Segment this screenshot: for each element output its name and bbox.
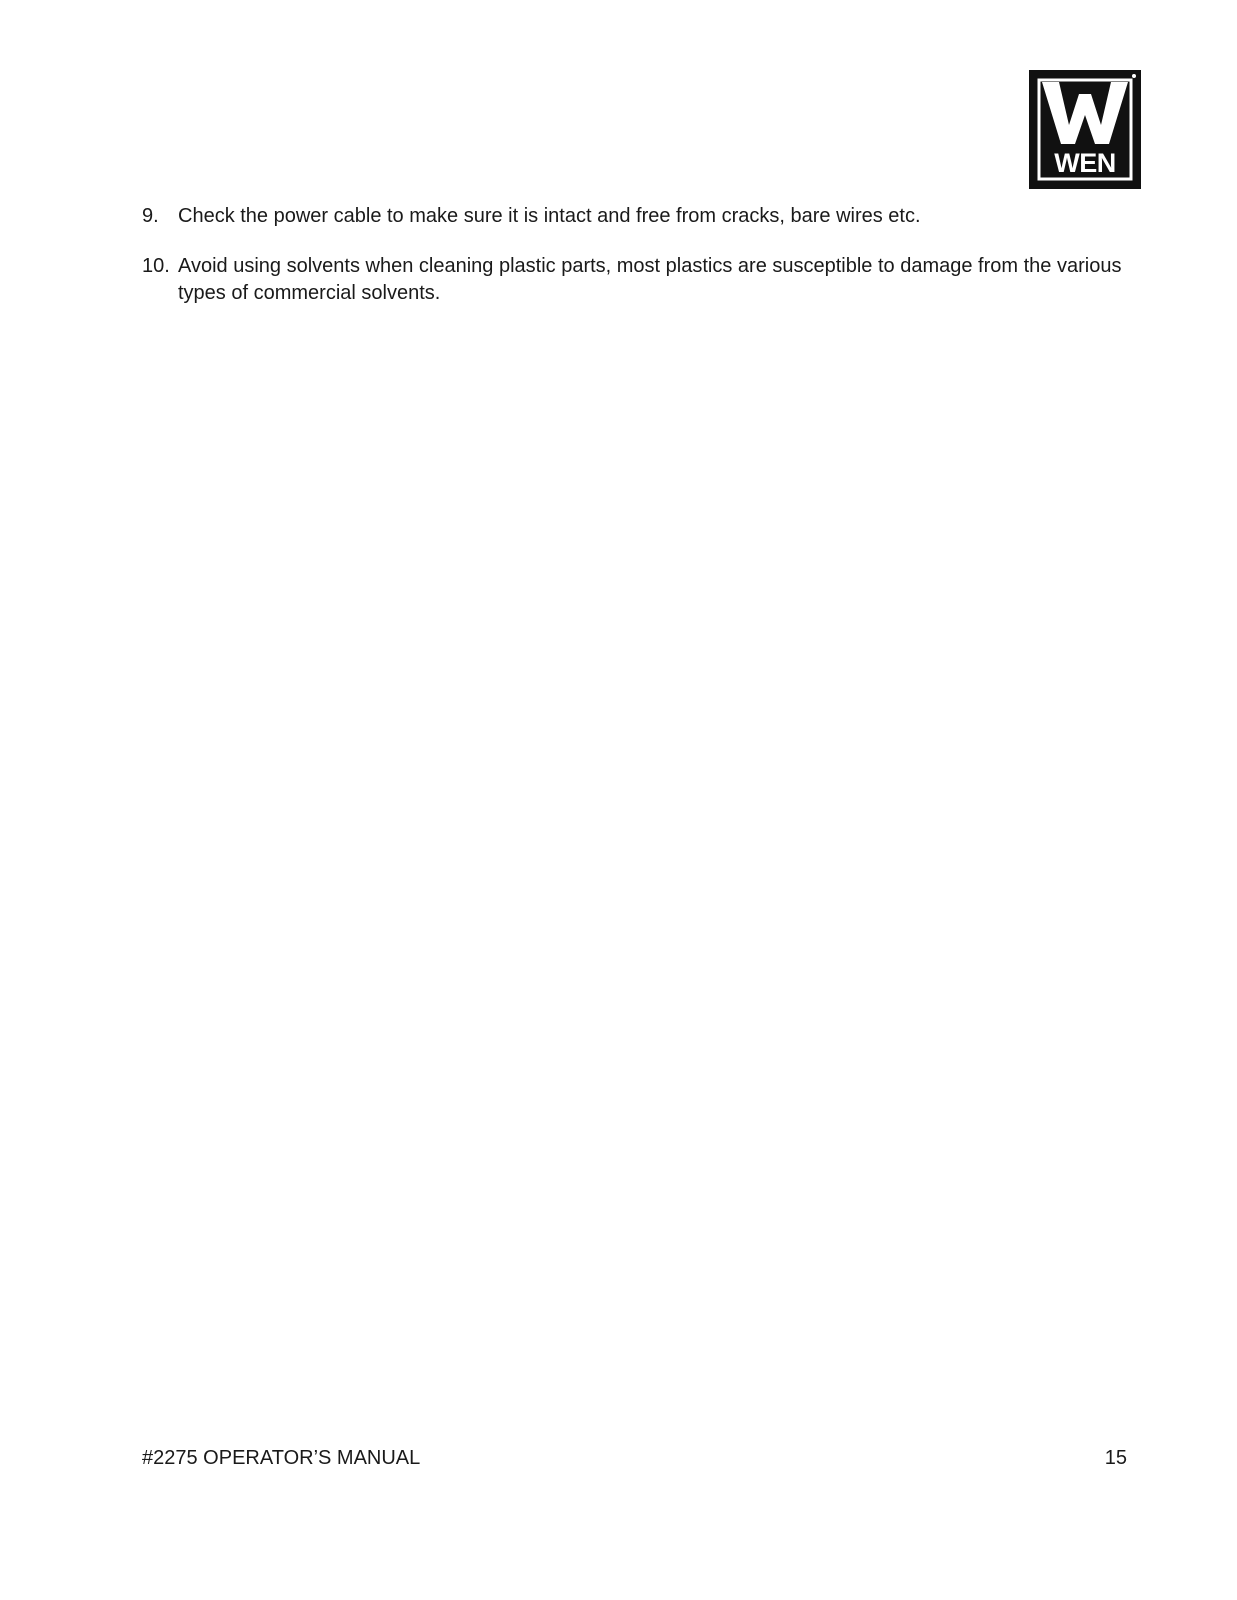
- instruction-text: Avoid using solvents when cleaning plastic parts, most plastics are susceptible to damage from the various types of commercial solvents.: [178, 255, 1122, 304]
- instruction-item: [142, 203, 1122, 230]
- instruction-number: 10.: [142, 255, 170, 277]
- maintenance-instruction-list: [142, 203, 1122, 330]
- instruction-text: Check the power cable to make sure it is intact and free from cracks, bare wires etc.: [178, 205, 921, 227]
- instruction-number: 9.: [142, 205, 159, 227]
- instruction-item: [142, 253, 1122, 307]
- wen-logo: [1029, 70, 1141, 189]
- footer-page-number: 15: [1104, 1447, 1127, 1469]
- footer-manual-title: #2275 OPERATOR’S MANUAL: [142, 1447, 421, 1469]
- svg-text:WEN: WEN: [1054, 148, 1116, 178]
- wen-logo-icon: [1029, 70, 1141, 189]
